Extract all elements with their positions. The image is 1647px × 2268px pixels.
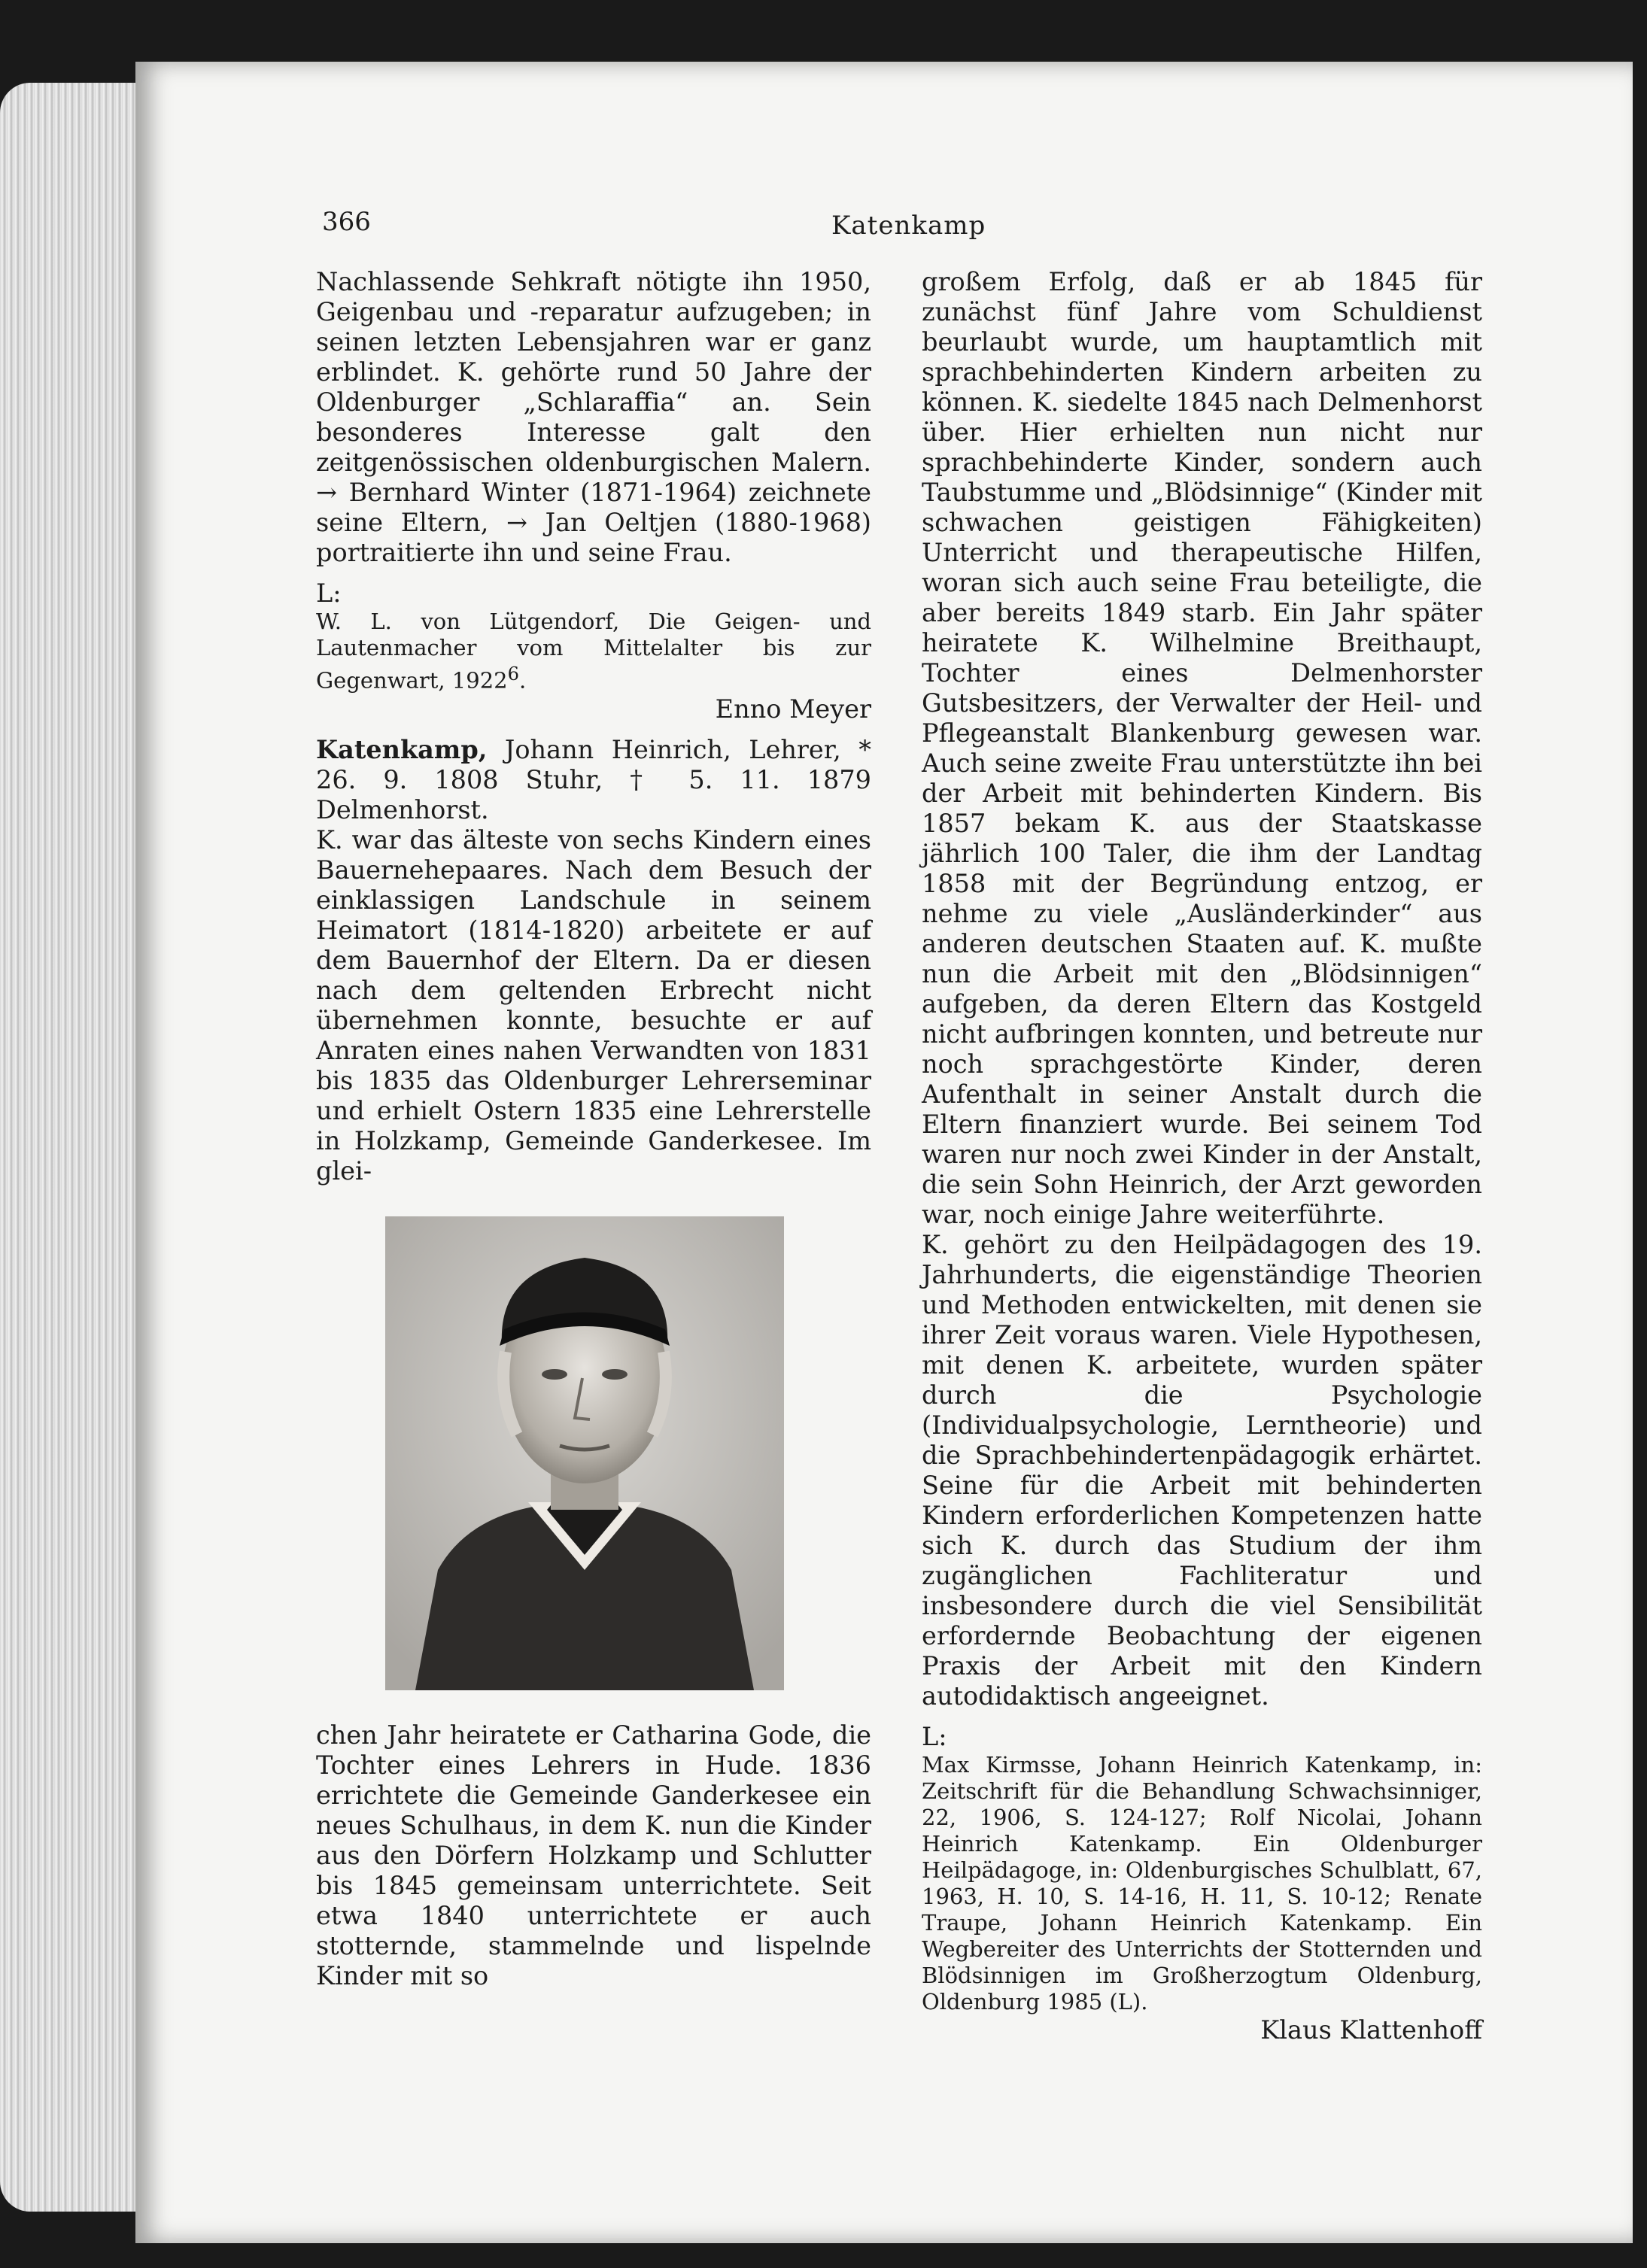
paragraph-continuation: Nachlassende Sehkraft nötigte ihn 1950, Geigenbau und -reparatur aufzugeben; in seinen letzten Lebensjahren war er ganz erblindet. K. gehörte rund 50 Jahre der Oldenburger „Schlaraffia“ an. Sein besonderes Interesse galt den zeitgenössischen oldenburgischen Malern. → Bernhard Winter (1871-1964) zeichnete seine Eltern, → Jan Oeltjen (1880-1968) portraitierte ihn und seine Frau. xyxy=(316,267,871,567)
left-column xyxy=(316,267,871,1991)
literature-reference xyxy=(316,609,871,694)
entry-paragraph-continued: chen Jahr heiratete er Catharina Gode, die Tochter eines Lehrers in Hude. 1836 errichtete die Gemeinde Ganderkesee ein neues Schulhaus, in dem K. nun die Kinder aus den Dörfern Holzkamp und Schlutter bis 1845 gemeinsam unterrichtete. Seit etwa 1840 unterrichtete er auch stotternde, stammelnde und lispelnde Kinder mit so xyxy=(316,1720,871,1990)
page-number: 366 xyxy=(322,207,371,237)
entry-author: Klaus Klattenhoff xyxy=(1260,2015,1482,2045)
book-page-edges xyxy=(0,83,143,2212)
portrait-photo xyxy=(385,1216,784,1690)
running-title: Katenkamp xyxy=(831,211,986,241)
entry-header xyxy=(316,735,871,825)
literature-label: L: xyxy=(316,578,342,608)
entry-paragraph: K. war das älteste von sechs Kindern eines Bauernehepaares. Nach dem Besuch der einklassigen Landschule in seinem Heimatort (1814-1820) arbeitete er auf dem Bauernhof der Eltern. Da er diesen nach dem geltenden Erbrecht nicht übernehmen konnte, besuchte er auf Anraten eines nahen Verwandten von 1831 bis 1835 das Oldenburger Lehrerseminar und erhielt Ostern 1835 eine Lehrerstelle in Holzkamp, Gemeinde Ganderkesee. Im glei- xyxy=(316,824,871,1186)
entry-paragraph: großem Erfolg, daß er ab 1845 für zunächst fünf Jahre vom Schuldienst beurlaubt wurde, um hauptamtlich mit sprachbehinderten Kindern arbeiten zu können. K. siedelte 1845 nach Delmenhorst über. Hier erhielten nun nicht nur sprachbehinderte Kinder, sondern auch Taubstumme und „Blödsinnige“ (Kinder mit schwachen geistigen Fähigkeiten) Unterricht und therapeutische Hilfen, woran sich auch seine Frau beteiligte, die aber bereits 1849 starb. Ein Jahr später heiratete K. Wilhelmine Breithaupt, Tochter eines Delmenhorster Gutsbesitzers, der Verwalter der Heil- und Pflegeanstalt Blankenburg gewesen war. Auch seine zweite Frau unterstützte ihn bei der Arbeit mit behinderten Kindern. Bis 1857 bekam K. aus der Staatskasse jährlich 100 Taler, die ihm der Landtag 1858 mit der Begründung entzog, er nehme zu viele „Ausländerkinder“ aus anderen deutschen Staaten auf. K. mußte nun die Arbeit mit den „Blödsinnigen“ aufgeben, da deren Eltern das Kostgeld nicht aufbringen konnten, und betreute nur noch sprachgestörte Kinder, deren Aufenthalt in seiner Anstalt durch die Eltern finanziert wurde. Bei seinem Tod waren nur noch zwei Kinder in der Anstalt, die sein Sohn Heinrich, der Arzt geworden war, noch einige Jahre weiterführte. xyxy=(922,267,1483,1229)
entry-paragraph: K. gehört zu den Heilpädagogen des 19. Jahrhunderts, die eigenständige Theorien und Methoden entwickelten, mit denen sie ihrer Zeit voraus waren. Viele Hypothesen, mit denen K. arbeitete, wurden später durch die Psychologie (Individualpsychologie, Lerntheorie) und die Sprachbehindertenpädagogik erhärtet. Seine für die Arbeit mit behinderten Kindern erforderlichen Kompetenzen hatte sich K. durch das Studium der ihm zugänglichen Fachliteratur und insbesondere durch die viel Sensibilität erfordernde Beobachtung der eigenen Praxis der Arbeit mit den Kindern autodidaktisch angeeignet. xyxy=(922,1230,1482,1711)
edition-superscript: 6 xyxy=(507,663,519,685)
literature-text: W. L. von Lütgendorf, Die Geigen- und Lautenmacher vom Mittelalter bis zur Gegenwart, 1922 xyxy=(316,609,871,694)
literature-label: L: xyxy=(922,1722,947,1751)
entry-headword: Katenkamp, xyxy=(316,734,488,764)
literature-end: . xyxy=(518,667,527,694)
entry-author: Enno Meyer xyxy=(715,694,871,724)
entry-header-details: Johann Heinrich, Lehrer, * 26. 9. 1808 Stuhr, † 5. 11. 1879 Delmenhorst. xyxy=(316,734,871,824)
right-column xyxy=(922,267,1482,2045)
literature-reference: Max Kirmsse, Johann Heinrich Katenkamp, in: Zeitschrift für die Behandlung Schwachsinniger, 22, 1906, S. 124-127; Rolf Nicolai, Johann Heinrich Katenkamp. Ein Oldenburger Heilpädagoge, in: Oldenburgisches Schulblatt, 67, 1963, H. 10, S. 14-16, H. 11, S. 10-12; Renate Traupe, Johann Heinrich Katenkamp. Ein Wegbereiter des Unterrichts der Stotternden und Blödsinnigen im Großherzogtum Oldenburg, Oldenburg 1985 (L). xyxy=(922,1752,1482,2014)
